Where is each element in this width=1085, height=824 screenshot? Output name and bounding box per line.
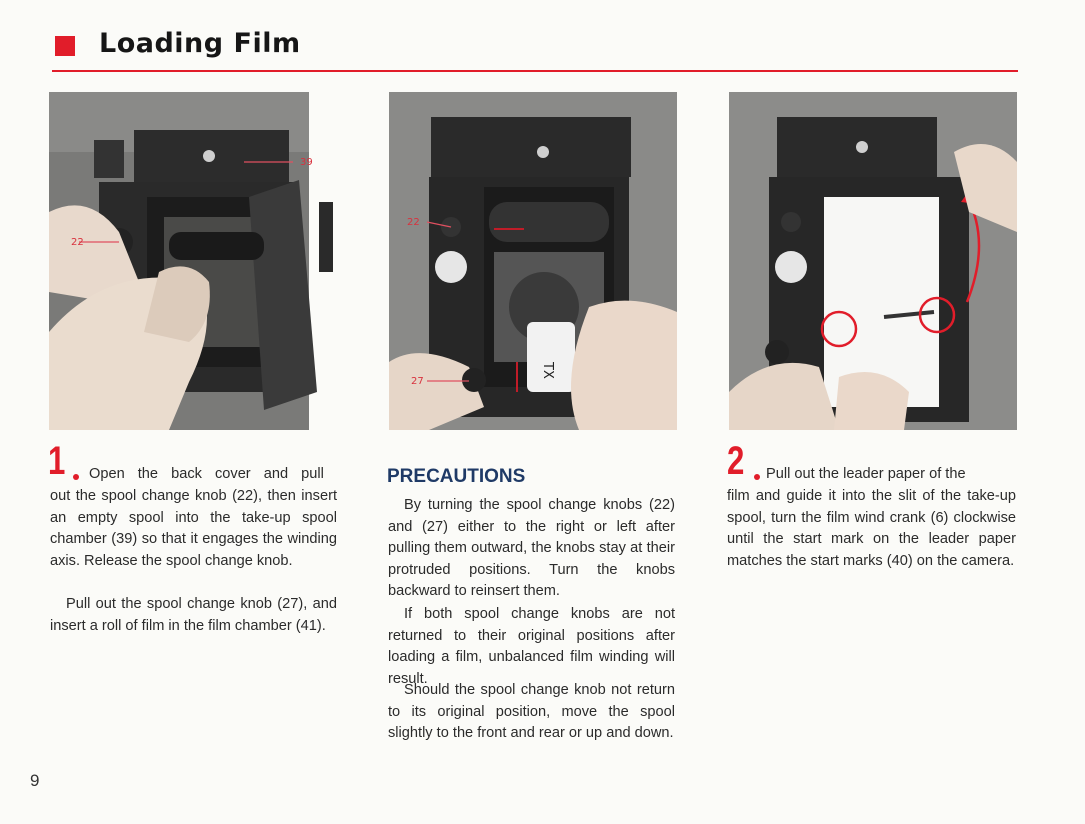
callout-label: 22: [407, 217, 420, 228]
film-box-label: TX: [540, 362, 555, 379]
page-number: 9: [30, 771, 40, 790]
page-header: [52, 28, 1018, 72]
step-number-dot: [73, 474, 79, 480]
callout-label: 27: [411, 376, 424, 387]
page-title: Loading Film: [99, 28, 301, 59]
precautions-para-3: Should the spool change knob not return to its original position, move the spool slightly to the front and rear or up and down.: [388, 682, 675, 742]
step1-text-rest: out the spool change knob (22), then insert an empty spool into the take-up spool chamber (39) so that it engages the winding axis. Release the spool change knob.: [50, 488, 337, 569]
step2-text-lead: Pull out the leader paper of the: [766, 466, 966, 482]
step2-text-rest: film and guide it into the slit of the take-up spool, turn the film wind crank (6) clockwise until the start mark on the leader paper matches the start marks (40) on the camera.: [727, 488, 1016, 569]
photo-step1-open-back: [49, 92, 313, 430]
section-marker-icon: [55, 36, 75, 56]
precautions-heading: PRECAUTIONS: [387, 466, 526, 487]
step-number-dot: [754, 474, 760, 480]
header-rule: [52, 70, 1018, 72]
precautions-para-1: By turning the spool change knobs (22) and (27) either to the right or left after pulling them outward, the knobs stay at their protruded positions. Turn the knobs backward to reinsert them.: [388, 497, 675, 600]
callout-label: 22: [71, 237, 84, 248]
step-number-2: 2: [727, 439, 745, 483]
step1-text-lead: Open the back cover and pull: [89, 466, 324, 482]
step1-text-para2: Pull out the spool change knob (27), and insert a roll of film in the film chamber (41).: [50, 596, 337, 634]
photo-step2-leader-paper: [729, 92, 1017, 430]
photo-precautions-knobs: [389, 92, 677, 430]
step-number-1: 1: [48, 439, 66, 483]
callout-label: 39: [300, 157, 313, 168]
precautions-para-2: If both spool change knobs are not returned to their original positions after loading a film, unbalanced film winding will result.: [388, 606, 675, 687]
